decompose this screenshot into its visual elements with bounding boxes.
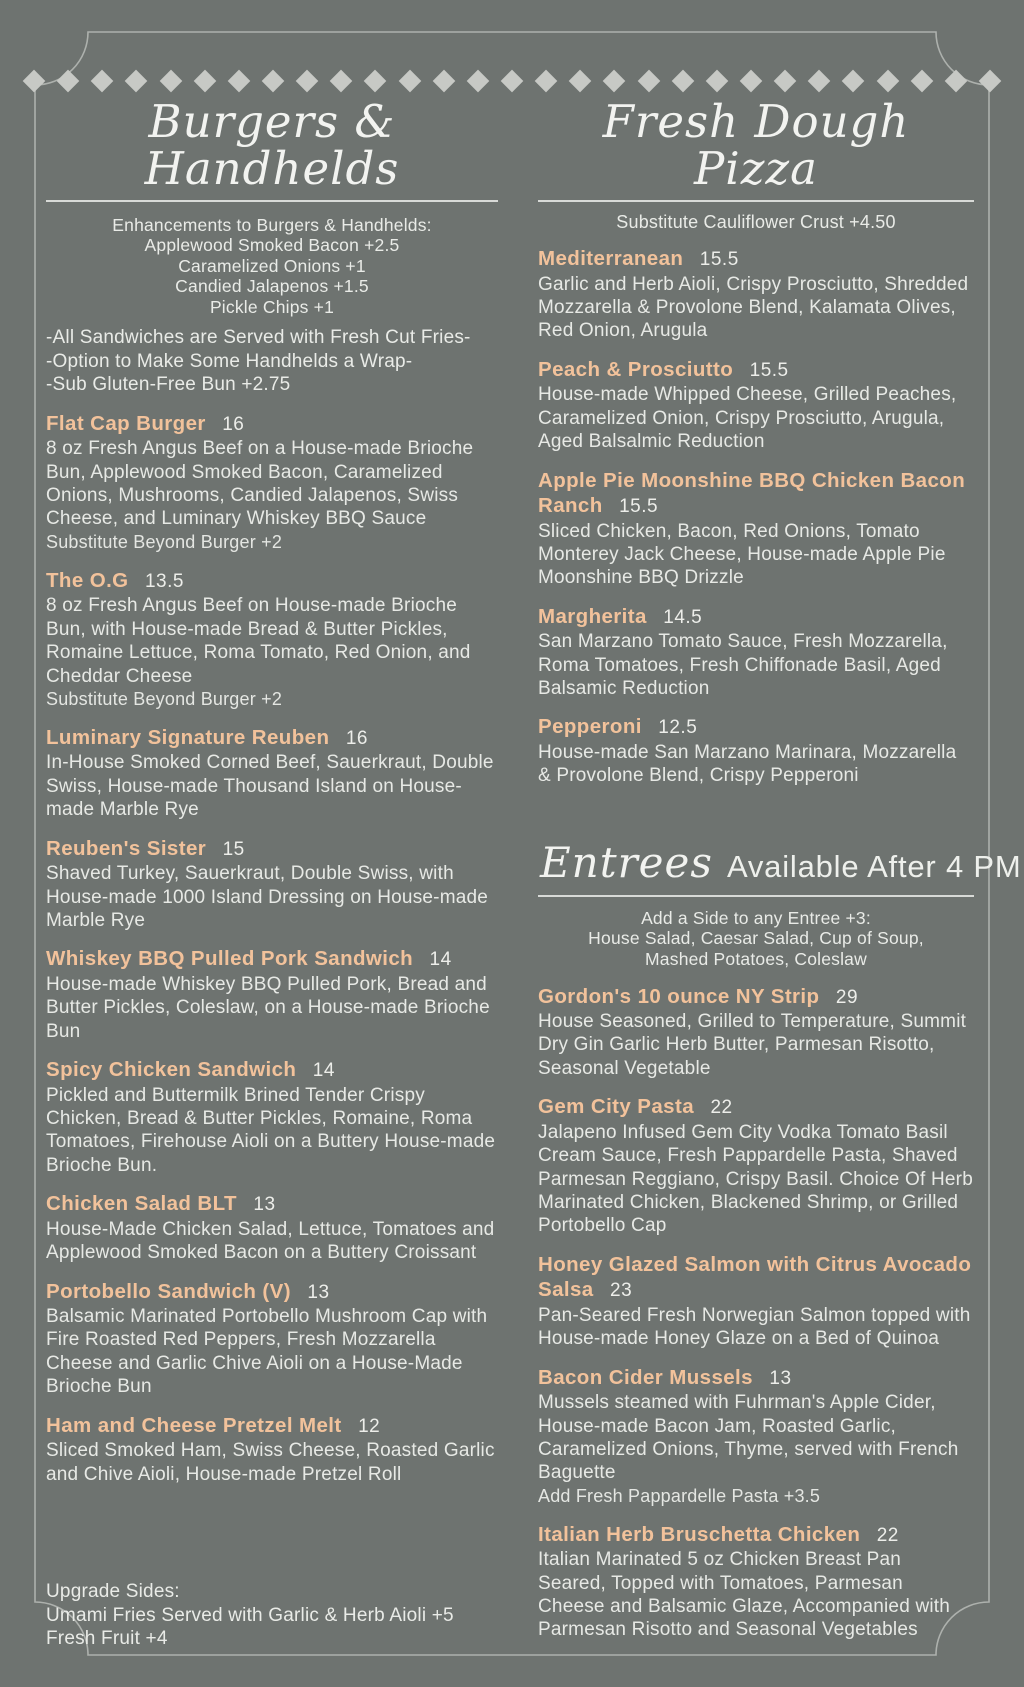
item-description: Sliced Smoked Ham, Swiss Cheese, Roasted Garlic and Chive Aioli, House-made Pretzel Roll bbox=[46, 1440, 495, 1485]
item-description: Balsamic Marinated Portobello Mushroom Cap with Fire Roasted Red Peppers, Fresh Mozzarella Cheese and Garlic Chive Aioli on a House-Made Brioche Bun bbox=[46, 1306, 488, 1398]
diamond-icon bbox=[125, 70, 148, 93]
item-price: 29 bbox=[835, 986, 859, 1008]
diamond-icon bbox=[262, 70, 285, 93]
menu-item bbox=[46, 412, 498, 554]
entrees-title-underline bbox=[538, 837, 1022, 897]
diamond-icon bbox=[705, 70, 728, 93]
entrees-intro-line: House Salad, Caesar Salad, Cup of Soup, bbox=[588, 928, 924, 949]
diamond-icon bbox=[740, 70, 763, 93]
menu-item bbox=[46, 569, 498, 711]
enhancement-line: Candied Jalapenos +1.5 bbox=[175, 276, 369, 297]
entrees-intro-line: Mashed Potatoes, Coleslaw bbox=[645, 948, 867, 969]
diamond-icon bbox=[910, 70, 933, 93]
item-description: Mussels steamed with Fuhrman's Apple Cider, House-made Bacon Jam, Roasted Garlic, Caramelized Onions, Thyme, served with French Baguette bbox=[538, 1392, 959, 1484]
item-description: Garlic and Herb Aioli, Crispy Prosciutto, Shredded Mozzarella & Provolone Blend, Kalamata Olives, Red Onion, Arugula bbox=[538, 273, 969, 342]
entrees-section bbox=[538, 837, 1022, 1642]
menu-item bbox=[538, 985, 974, 1081]
menu-item bbox=[46, 726, 498, 822]
upgrade-sides-line: Upgrade Sides: bbox=[46, 1580, 180, 1602]
upgrade-sides-line: Fresh Fruit +4 bbox=[46, 1628, 168, 1650]
diamond-icon bbox=[193, 70, 216, 93]
item-price: 12 bbox=[358, 1415, 381, 1437]
menu-item bbox=[538, 247, 974, 343]
item-description: In-House Smoked Corned Beef, Sauerkraut, Double Swiss, House-made Thousand Island on House-made Marble Rye bbox=[46, 752, 494, 821]
item-description: Sliced Chicken, Bacon, Red Onions, Tomato Monterey Jack Cheese, House-made Apple Pie Moonshine BBQ Drizzle bbox=[538, 520, 946, 589]
entrees-intro-line: Add a Side to any Entree +3: bbox=[641, 907, 871, 928]
item-note: Substitute Beyond Burger +2 bbox=[46, 531, 283, 552]
menu-item bbox=[538, 715, 974, 787]
burgers-title-underline bbox=[46, 95, 498, 202]
enhancement-line: Pickle Chips +1 bbox=[209, 296, 335, 317]
item-name: Pepperoni bbox=[538, 715, 642, 739]
item-name: Luminary Signature Reuben bbox=[46, 725, 330, 749]
note-line: -All Sandwiches are Served with Fresh Cut Fries- bbox=[46, 327, 471, 349]
diamond-icon bbox=[808, 70, 831, 93]
menu-item bbox=[538, 605, 974, 701]
diamond-icon bbox=[467, 70, 490, 93]
diamond-icon bbox=[23, 70, 46, 93]
upgrade-sides-block bbox=[46, 1580, 498, 1651]
item-name: Flat Cap Burger bbox=[46, 411, 206, 435]
item-header bbox=[538, 358, 974, 384]
diamond-icon bbox=[159, 70, 182, 93]
diamond-icon bbox=[364, 70, 387, 93]
item-price: 15.5 bbox=[749, 359, 789, 381]
menu-item bbox=[46, 1414, 498, 1486]
item-price: 22 bbox=[710, 1097, 733, 1119]
menu-item bbox=[538, 1095, 974, 1238]
menu-item bbox=[538, 1523, 974, 1642]
item-header bbox=[538, 247, 974, 273]
item-name: Spicy Chicken Sandwich bbox=[46, 1058, 297, 1082]
right-column bbox=[538, 95, 1022, 1642]
item-price: 14 bbox=[429, 949, 452, 971]
item-header bbox=[46, 412, 498, 438]
item-header bbox=[538, 1253, 974, 1304]
diamond-icon bbox=[569, 70, 592, 93]
item-price: 15 bbox=[222, 838, 245, 860]
item-header bbox=[46, 726, 498, 752]
menu-item bbox=[538, 1366, 974, 1508]
item-price: 13 bbox=[769, 1367, 792, 1389]
item-description: Pan-Seared Fresh Norwegian Salmon topped with House-made Honey Glaze on a Bed of Quinoa bbox=[538, 1304, 971, 1350]
item-price: 12.5 bbox=[658, 717, 698, 739]
item-name: Honey Glazed Salmon with Citrus Avocado Salsa bbox=[538, 1252, 972, 1302]
pizza-subtitle: Substitute Cauliflower Crust +4.50 bbox=[616, 211, 896, 232]
item-description: San Marzano Tomato Sauce, Fresh Mozzarella, Roma Tomatoes, Fresh Chiffonade Basil, Aged Balsamic Reduction bbox=[538, 631, 948, 700]
menu-item bbox=[46, 1280, 498, 1399]
item-header bbox=[538, 469, 974, 520]
item-description: Pickled and Buttermilk Brined Tender Crispy Chicken, Bread & Butter Pickles, Romaine, Roma Tomatoes, Firehouse Aioli on a Buttery House-made Brioche Bun. bbox=[46, 1084, 496, 1176]
item-header bbox=[46, 1192, 498, 1218]
item-description: House Seasoned, Grilled to Temperature, Summit Dry Gin Garlic Herb Butter, Parmesan Risotto, Seasonal Vegetable bbox=[538, 1011, 967, 1079]
entrees-section-title: Entrees bbox=[540, 837, 713, 887]
item-header bbox=[46, 1058, 498, 1084]
item-name: Italian Herb Bruschetta Chicken bbox=[538, 1522, 861, 1546]
diamond-icon bbox=[671, 70, 694, 93]
item-name: Gem City Pasta bbox=[538, 1095, 694, 1119]
item-price: 14 bbox=[312, 1060, 335, 1082]
diamond-icon bbox=[603, 70, 626, 93]
menu-item bbox=[538, 1253, 974, 1351]
note-line: -Option to Make Some Handhelds a Wrap- bbox=[46, 350, 413, 372]
diamond-icon bbox=[979, 70, 1002, 93]
item-name: Peach & Prosciutto bbox=[538, 357, 734, 381]
diamond-icon bbox=[228, 70, 251, 93]
menu-item bbox=[538, 358, 974, 454]
item-description: 8 oz Fresh Angus Beef on a House-made Brioche Bun, Applewood Smoked Bacon, Caramelized Onions, Mushrooms, Candied Jalapenos, Swiss Cheese, and Luminary Whiskey BBQ Sauce bbox=[46, 438, 474, 530]
item-price: 23 bbox=[610, 1280, 633, 1302]
entrees-item-list bbox=[538, 985, 974, 1642]
menu-item bbox=[46, 1192, 498, 1264]
burgers-section-title: Burgers & Handhelds bbox=[144, 95, 400, 196]
pizza-item-list bbox=[538, 247, 974, 788]
diamond-icon bbox=[774, 70, 797, 93]
diamond-icon bbox=[876, 70, 899, 93]
item-description: Shaved Turkey, Sauerkraut, Double Swiss, with House-made 1000 Island Dressing on House-made Marble Rye bbox=[46, 863, 489, 931]
item-header bbox=[46, 837, 498, 863]
item-name: Apple Pie Moonshine BBQ Chicken Bacon Ranch bbox=[538, 468, 966, 518]
item-name: Portobello Sandwich (V) bbox=[46, 1279, 291, 1303]
item-header bbox=[46, 1414, 498, 1440]
item-name: Whiskey BBQ Pulled Pork Sandwich bbox=[46, 947, 414, 971]
diamond-icon bbox=[944, 70, 967, 93]
item-price: 22 bbox=[876, 1524, 899, 1546]
item-description: 8 oz Fresh Angus Beef on House-made Brioche Bun, with House-made Bread & Butter Pickles, Romaine Lettuce, Roma Tomato, Red Onion, and Cheddar Cheese bbox=[46, 595, 471, 687]
item-header bbox=[538, 605, 974, 631]
item-price: 16 bbox=[222, 413, 245, 435]
burgers-enhancements bbox=[46, 215, 498, 318]
item-name: Ham and Cheese Pretzel Melt bbox=[46, 1413, 342, 1437]
item-header bbox=[538, 715, 974, 741]
menu-item bbox=[46, 837, 498, 933]
item-header bbox=[538, 1095, 974, 1121]
diamond-icon bbox=[91, 70, 114, 93]
item-header bbox=[538, 1523, 974, 1549]
diamond-icon bbox=[842, 70, 865, 93]
item-header bbox=[538, 1366, 974, 1392]
item-description: Italian Marinated 5 oz Chicken Breast Pan Seared, Topped with Tomatoes, Parmesan Cheese and Balsamic Glaze, Accompanied with Parmesan Risotto and Seasonal Vegetables bbox=[538, 1549, 951, 1641]
note-line: -Sub Gluten-Free Bun +2.75 bbox=[46, 374, 291, 396]
item-description: House-made Whiskey BBQ Pulled Pork, Bread and Butter Pickles, Coleslaw, on a House-made Brioche Bun bbox=[46, 973, 490, 1042]
item-name: Chicken Salad BLT bbox=[46, 1192, 237, 1216]
item-note: Add Fresh Pappardelle Pasta +3.5 bbox=[538, 1485, 821, 1506]
item-description: House-Made Chicken Salad, Lettuce, Tomatoes and Applewood Smoked Bacon on a Buttery Croissant bbox=[46, 1218, 495, 1264]
enhancement-line: Enhancements to Burgers & Handhelds: bbox=[112, 214, 432, 235]
item-description: House-made Whipped Cheese, Grilled Peaches, Caramelized Onion, Crispy Prosciutto, Arugula, Aged Balsalmic Reduction bbox=[538, 384, 957, 453]
item-price: 15.5 bbox=[699, 249, 739, 271]
item-description: Jalapeno Infused Gem City Vodka Tomato Basil Cream Sauce, Fresh Pappardelle Pasta, Shaved Parmesan Reggiano, Crispy Basil. Choice Of Herb Marinated Chicken, Blackened Shrimp, or Grilled Portobello Cap bbox=[538, 1121, 973, 1237]
diamond-band bbox=[26, 73, 998, 89]
item-header bbox=[46, 1280, 498, 1306]
diamond-icon bbox=[432, 70, 455, 93]
item-header bbox=[538, 985, 974, 1011]
burgers-item-list bbox=[46, 412, 498, 1486]
diamond-icon bbox=[535, 70, 558, 93]
diamond-icon bbox=[637, 70, 660, 93]
item-price: 16 bbox=[345, 727, 368, 749]
item-price: 13.5 bbox=[144, 570, 184, 592]
burgers-section bbox=[46, 95, 498, 1651]
upgrade-sides-line: Umami Fries Served with Garlic & Herb Aioli +5 bbox=[46, 1604, 454, 1626]
pizza-title-underline bbox=[538, 95, 974, 202]
pizza-section bbox=[538, 95, 974, 788]
item-price: 15.5 bbox=[619, 496, 659, 518]
burgers-notes bbox=[46, 326, 498, 396]
item-price: 13 bbox=[307, 1281, 330, 1303]
entrees-availability-label: Available After 4 PM bbox=[726, 848, 1022, 884]
diamond-icon bbox=[398, 70, 421, 93]
item-name: Gordon's 10 ounce NY Strip bbox=[538, 984, 820, 1008]
item-price: 14.5 bbox=[663, 606, 703, 628]
item-name: Reuben's Sister bbox=[46, 836, 207, 860]
diamond-icon bbox=[501, 70, 524, 93]
entrees-intro bbox=[538, 908, 974, 970]
menu-item bbox=[46, 947, 498, 1043]
item-name: Mediterranean bbox=[538, 247, 684, 271]
item-header bbox=[46, 569, 498, 595]
enhancement-line: Caramelized Onions +1 bbox=[178, 255, 366, 276]
item-description: House-made San Marzano Marinara, Mozzarella & Provolone Blend, Crispy Pepperoni bbox=[538, 741, 957, 787]
item-name: Bacon Cider Mussels bbox=[538, 1365, 753, 1389]
menu-item bbox=[538, 469, 974, 590]
item-price: 13 bbox=[253, 1194, 276, 1216]
enhancement-line: Applewood Smoked Bacon +2.5 bbox=[144, 235, 400, 256]
item-note: Substitute Beyond Burger +2 bbox=[46, 688, 283, 709]
menu-item bbox=[46, 1058, 498, 1177]
item-header bbox=[46, 947, 498, 973]
diamond-icon bbox=[330, 70, 353, 93]
diamond-icon bbox=[57, 70, 80, 93]
item-name: Margherita bbox=[538, 604, 647, 628]
pizza-section-title: Fresh Dough Pizza bbox=[602, 95, 910, 196]
diamond-icon bbox=[296, 70, 319, 93]
item-name: The O.G bbox=[46, 568, 129, 592]
